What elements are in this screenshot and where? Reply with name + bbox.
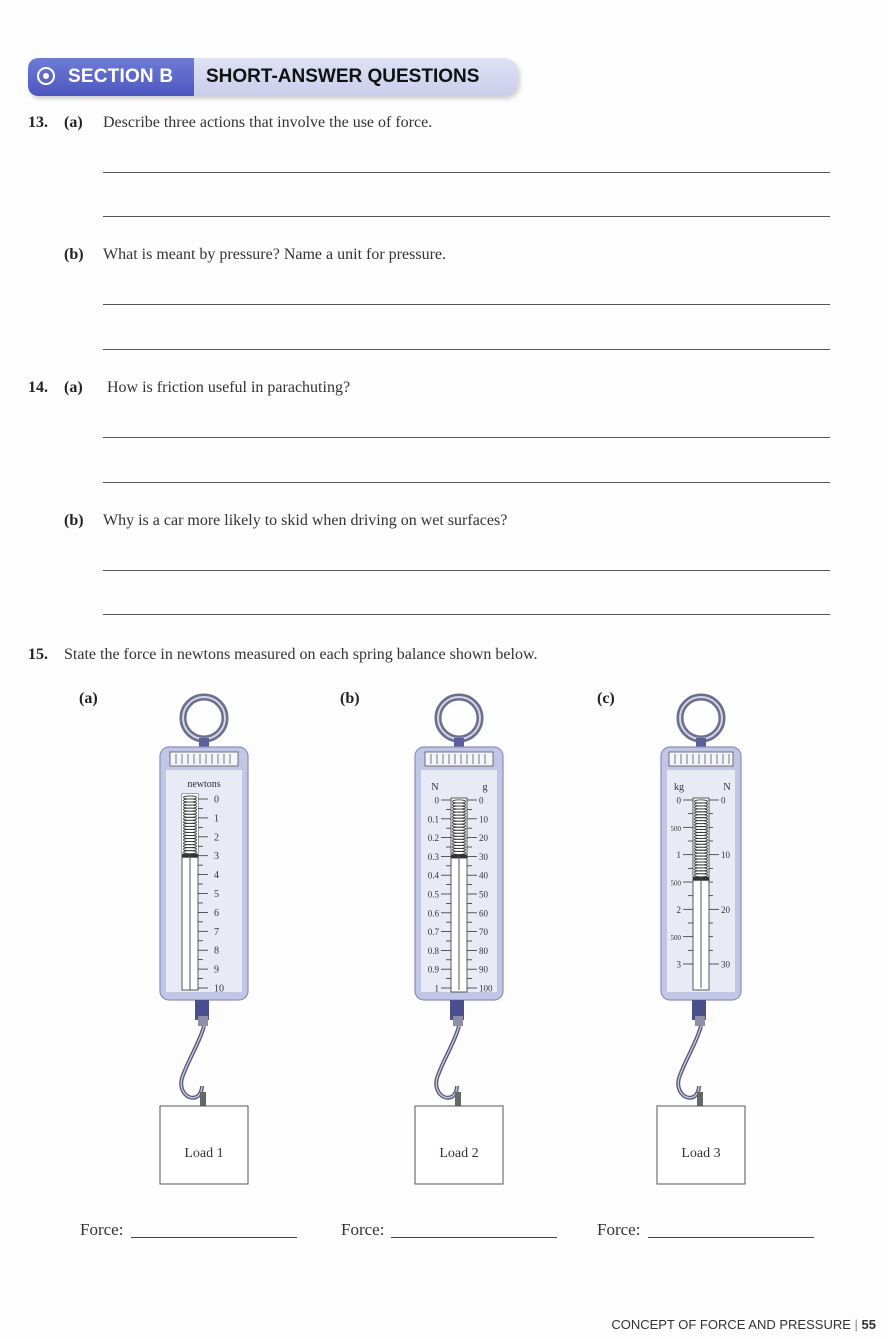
answer-line[interactable] [103, 614, 830, 615]
balance-hook-icon [181, 1000, 209, 1106]
footer-chapter: CONCEPT OF FORCE AND PRESSURE [611, 1317, 851, 1332]
scale-label: 500 [670, 934, 681, 943]
balance-cap-grip [170, 752, 238, 766]
scale-label: 9 [214, 964, 219, 976]
scale-label: 0.3 [427, 851, 439, 862]
scale-label: 50 [479, 889, 488, 900]
scale-label: 0.8 [427, 945, 439, 956]
scale-label: 1 [676, 850, 681, 861]
scale-label: 0 [479, 795, 484, 806]
question-13a-label: (a) [64, 114, 83, 131]
balance-cap-grip [425, 752, 493, 766]
scale-label: 7 [214, 926, 219, 938]
balance-ring-icon [680, 697, 722, 739]
answer-line[interactable] [103, 482, 830, 483]
balance-left-unit: kg [674, 782, 684, 793]
load-box [160, 1106, 248, 1184]
balance-ring-icon [183, 697, 225, 739]
spring-balance-b [395, 690, 525, 1190]
scale-label: 10 [721, 850, 730, 861]
scale-label: 5 [214, 889, 219, 900]
scale-label: 500 [670, 879, 681, 888]
scale-label: 0.4 [427, 870, 439, 881]
balance-right-unit: g [482, 782, 488, 793]
scale-label: 0 [434, 795, 439, 806]
answer-line[interactable] [103, 349, 830, 350]
balance-unit-header: newtons [187, 779, 221, 790]
scale-label: 20 [479, 833, 488, 844]
spring-balance-c [637, 690, 767, 1190]
section-title: SHORT-ANSWER QUESTIONS [206, 66, 480, 87]
question-14b-label: (b) [64, 512, 84, 529]
question-13a-text: Describe three actions that involve the use of force. [103, 114, 433, 131]
scale-label: 20 [721, 904, 730, 915]
scale-label: 0.2 [427, 833, 439, 844]
answer-line[interactable] [103, 172, 830, 173]
scale-label: 2 [214, 832, 219, 844]
answer-line[interactable] [103, 216, 830, 217]
question-14b-text: Why is a car more likely to skid when driving on wet surfaces? [103, 512, 508, 529]
scale-label: 10 [479, 814, 488, 825]
balance-hook-icon [436, 1000, 464, 1106]
question-13b-label: (b) [64, 246, 84, 263]
answer-line[interactable] [103, 437, 830, 438]
balance-b-label: (b) [340, 690, 360, 707]
question-14a-text: How is friction useful in parachuting? [107, 379, 351, 396]
bullet-circle-icon [37, 67, 55, 85]
page-footer [611, 1317, 876, 1332]
scale-label: 0 [676, 795, 681, 806]
force-label-b: Force: [341, 1220, 385, 1239]
question-15-text: State the force in newtons measured on each spring balance shown below. [64, 646, 538, 663]
scale-label: 6 [214, 907, 219, 919]
scale-label: 3 [214, 851, 219, 863]
scale-label: 90 [479, 964, 488, 975]
scale-label: 500 [670, 824, 681, 833]
balance-cap-grip [669, 752, 733, 766]
balance-a-label: (a) [79, 690, 98, 707]
section-label: SECTION B [68, 66, 174, 87]
spring-balance-a [140, 690, 270, 1190]
answer-line[interactable] [103, 304, 830, 305]
scale-label: 70 [479, 927, 488, 938]
scale-label: 0.7 [427, 927, 439, 938]
scale-label: 0.9 [427, 964, 439, 975]
load-label: Load 3 [681, 1146, 721, 1161]
balance-hook-icon [678, 1000, 706, 1106]
scale-label: 0.5 [427, 889, 439, 900]
scale-label: 0.1 [427, 814, 439, 825]
balance-left-unit: N [431, 782, 439, 793]
scale-label: 4 [214, 870, 219, 882]
scale-label: 1 [214, 813, 219, 825]
force-label-c: Force: [597, 1220, 641, 1239]
question-14a-label: (a) [64, 379, 83, 396]
force-answer-line-c[interactable] [648, 1237, 814, 1238]
section-label-tab [28, 58, 194, 96]
scale-label: 30 [721, 959, 730, 970]
load-label: Load 1 [184, 1146, 224, 1161]
load-box [415, 1106, 503, 1184]
question-13-number: 13. [28, 114, 48, 131]
scale-label: 100 [479, 983, 493, 994]
question-14-number: 14. [28, 379, 48, 396]
page-number: 55 [861, 1317, 876, 1332]
footer-separator: | [854, 1317, 858, 1332]
scale-label: 2 [676, 904, 681, 915]
balance-right-unit: N [723, 782, 731, 793]
scale-label: 3 [676, 959, 681, 970]
scale-label: 8 [214, 945, 219, 957]
scale-label: 40 [479, 870, 488, 881]
load-label: Load 2 [439, 1146, 479, 1161]
scale-label: 0 [214, 794, 219, 806]
scale-label: 0.6 [427, 908, 439, 919]
scale-label: 1 [434, 983, 439, 994]
spring-housing [182, 794, 198, 856]
balance-scale-panel [166, 770, 242, 992]
section-banner [28, 58, 518, 96]
force-answer-line-b[interactable] [391, 1237, 557, 1238]
scale-label: 30 [479, 851, 488, 862]
scale-label: 60 [479, 908, 488, 919]
force-answer-line-a[interactable] [131, 1237, 297, 1238]
balance-ring-icon [438, 697, 480, 739]
load-box [657, 1106, 745, 1184]
scale-label: 0 [721, 795, 726, 806]
question-13b-text: What is meant by pressure? Name a unit for pressure. [103, 246, 446, 263]
force-label-a: Force: [80, 1220, 124, 1239]
answer-line[interactable] [103, 570, 830, 571]
question-15-number: 15. [28, 646, 48, 663]
scale-label: 10 [214, 983, 224, 995]
balance-c-label: (c) [597, 690, 615, 707]
scale-label: 80 [479, 945, 488, 956]
